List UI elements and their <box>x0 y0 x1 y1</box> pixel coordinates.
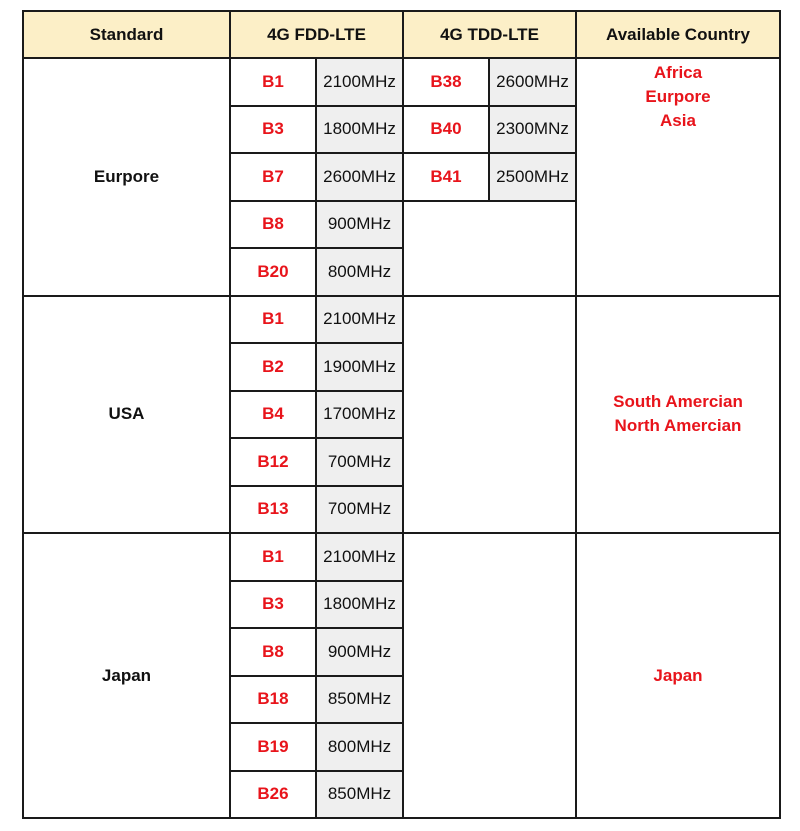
table-row <box>23 533 780 581</box>
available-country-cell <box>576 533 780 818</box>
fdd-frequency: 1800MHz <box>316 581 403 629</box>
fdd-band: B20 <box>230 248 316 296</box>
header-tdd-lte: 4G TDD-LTE <box>403 11 576 58</box>
fdd-frequency: 800MHz <box>316 248 403 296</box>
table-row <box>23 296 780 344</box>
fdd-frequency: 2100MHz <box>316 58 403 106</box>
country-label: North Amercian <box>614 416 742 436</box>
tdd-empty-cell <box>403 296 576 534</box>
tdd-band: B41 <box>403 153 489 201</box>
standard-cell: Japan <box>23 533 230 818</box>
country-label: Eurpore <box>645 87 711 106</box>
available-country-cell <box>576 58 780 296</box>
fdd-frequency: 900MHz <box>316 628 403 676</box>
fdd-band: B1 <box>230 296 316 344</box>
lte-band-table <box>22 10 781 819</box>
fdd-band: B3 <box>230 581 316 629</box>
tdd-empty-cell <box>403 533 576 818</box>
fdd-frequency: 1800MHz <box>316 106 403 154</box>
country-label: South Amercian <box>613 392 743 412</box>
fdd-frequency: 1900MHz <box>316 343 403 391</box>
fdd-band: B7 <box>230 153 316 201</box>
fdd-frequency: 800MHz <box>316 723 403 771</box>
fdd-frequency: 900MHz <box>316 201 403 249</box>
tdd-frequency: 2300MNz <box>489 106 576 154</box>
fdd-band: B1 <box>230 58 316 106</box>
header-row <box>23 11 780 58</box>
table-row <box>23 58 780 106</box>
fdd-frequency: 850MHz <box>316 676 403 724</box>
country-label: Asia <box>660 111 696 130</box>
standard-cell: USA <box>23 296 230 534</box>
available-country-cell <box>576 296 780 534</box>
fdd-band: B4 <box>230 391 316 439</box>
fdd-band: B1 <box>230 533 316 581</box>
standard-cell: Eurpore <box>23 58 230 296</box>
tdd-band: B40 <box>403 106 489 154</box>
fdd-frequency: 700MHz <box>316 438 403 486</box>
fdd-band: B2 <box>230 343 316 391</box>
fdd-band: B26 <box>230 771 316 819</box>
fdd-band: B18 <box>230 676 316 724</box>
fdd-band: B13 <box>230 486 316 534</box>
fdd-frequency: 700MHz <box>316 486 403 534</box>
header-fdd-lte: 4G FDD-LTE <box>230 11 403 58</box>
country-label: Africa <box>653 63 703 82</box>
tdd-empty-cell <box>403 201 576 296</box>
fdd-frequency: 2100MHz <box>316 296 403 344</box>
fdd-frequency: 2100MHz <box>316 533 403 581</box>
fdd-band: B12 <box>230 438 316 486</box>
fdd-band: B3 <box>230 106 316 154</box>
country-label: Japan <box>653 665 703 685</box>
header-standard: Standard <box>23 11 230 58</box>
fdd-frequency: 1700MHz <box>316 391 403 439</box>
tdd-band: B38 <box>403 58 489 106</box>
fdd-frequency: 850MHz <box>316 771 403 819</box>
fdd-band: B19 <box>230 723 316 771</box>
header-available-country: Available Country <box>576 11 780 58</box>
tdd-frequency: 2500MHz <box>489 153 576 201</box>
tdd-frequency: 2600MHz <box>489 58 576 106</box>
fdd-frequency: 2600MHz <box>316 153 403 201</box>
fdd-band: B8 <box>230 628 316 676</box>
fdd-band: B8 <box>230 201 316 249</box>
